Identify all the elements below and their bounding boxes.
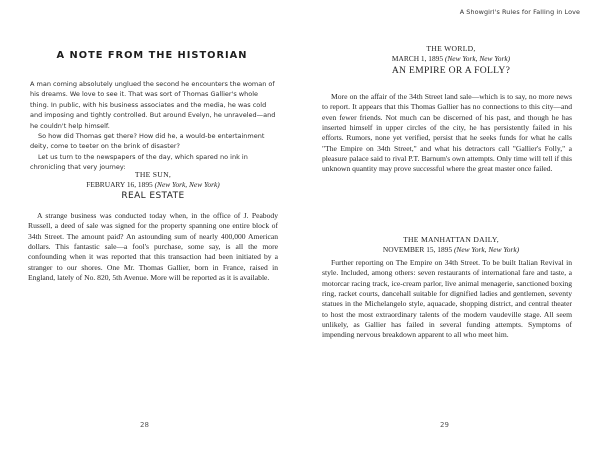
article-body: More on the affair of the 34th Street land sale—which is to say, no more news to report. It appears that this Thomas Gallier has no connections to this city—and even fewer friends. Not much can be discerned of his past, and though he has inserted himself in upper circles of the city, he has persistently failed in his efforts. Rumors, none yet verified, persist that he seeks funds for what he calls "The Empire on 34th Street," and what his detractors call "Gallier's Folly," a pleasure palace said to rival P.T. Barnum's own attempts. Only time will tell if this unknown quantity may prove successful where the great master once failed. xyxy=(322,92,572,174)
newspaper-name: THE MANHATTAN DAILY, xyxy=(403,235,499,244)
intro-paragraph: A man coming absolutely unglued the second he encounters the woman of his dreams. We love to see it. That was sort of Thomas Gallier's whole thing. In public, with his business associates and the media, he was cold and imposing and tightly controlled. But around Evelyn, he unraveled—and he couldn't help himself. xyxy=(30,80,276,130)
article-headline: REAL ESTATE xyxy=(121,191,185,201)
section-title: A NOTE FROM THE HISTORIAN xyxy=(56,50,248,61)
article-date: MARCH 1, 1895 (New York, New York) xyxy=(391,54,511,63)
article-masthead xyxy=(328,44,574,77)
historian-note xyxy=(30,79,276,173)
article-headline: AN EMPIRE OR A FOLLY? xyxy=(391,65,511,76)
article-body: Further reporting on The Empire on 34th Street. To be built Italian Revival in style. Included, among others: seven restaurants of international fare and taste, a motorcar racing track, ice-cream parlor, live animal menagerie, sanctioned boxing ring, racket courts, dancehall suitable for dignified ladies and gentlemen, seventy statues in the Michelangelo style, aquacade, shopping district, and central theater to host the most extraordinary talents of the modern vaudeville stage. All seem unlikely, as Gallier has failed in several funding attempts. Symptoms of impending nervous breakdown apparent to all who meet him. xyxy=(322,258,572,340)
intro-paragraph: Let us turn to the newspapers of the day, which spared no ink in chronicling that very journey: xyxy=(30,152,248,172)
page-number: 28 xyxy=(140,421,149,429)
article-masthead xyxy=(328,235,574,255)
running-head: A Showgirl's Rules for Falling in Love xyxy=(459,8,580,16)
article-body: A strange business was conducted today when, in the office of J. Peabody Russell, a deed of sale was signed for the property spanning one entire block of 34th Street. The amount paid? An astounding sum of nearly 400,000 American dollars. This fantastic sale—a fool's purchase, some say, is all the more confounding when it was reported that this transaction had been initiated by a stranger to our shores. One Mr. Thomas Gallier, born in France, raised in England, lately of No. 820, 5th Avenue. More will be reported as it is available. xyxy=(28,211,278,283)
article-masthead xyxy=(30,170,276,203)
intro-paragraph: So how did Thomas get there? How did he, a would-be entertainment deity, come to teeter on the brink of disaster? xyxy=(30,132,265,151)
newspaper-name: THE SUN, xyxy=(134,170,172,179)
page-number: 29 xyxy=(440,421,449,429)
article-date: FEBRUARY 16, 1895 (New York, New York) xyxy=(86,180,220,189)
newspaper-name: THE WORLD, xyxy=(426,44,476,53)
article-date: NOVEMBER 15, 1895 (New York, New York) xyxy=(382,245,520,254)
right-page xyxy=(300,0,600,450)
